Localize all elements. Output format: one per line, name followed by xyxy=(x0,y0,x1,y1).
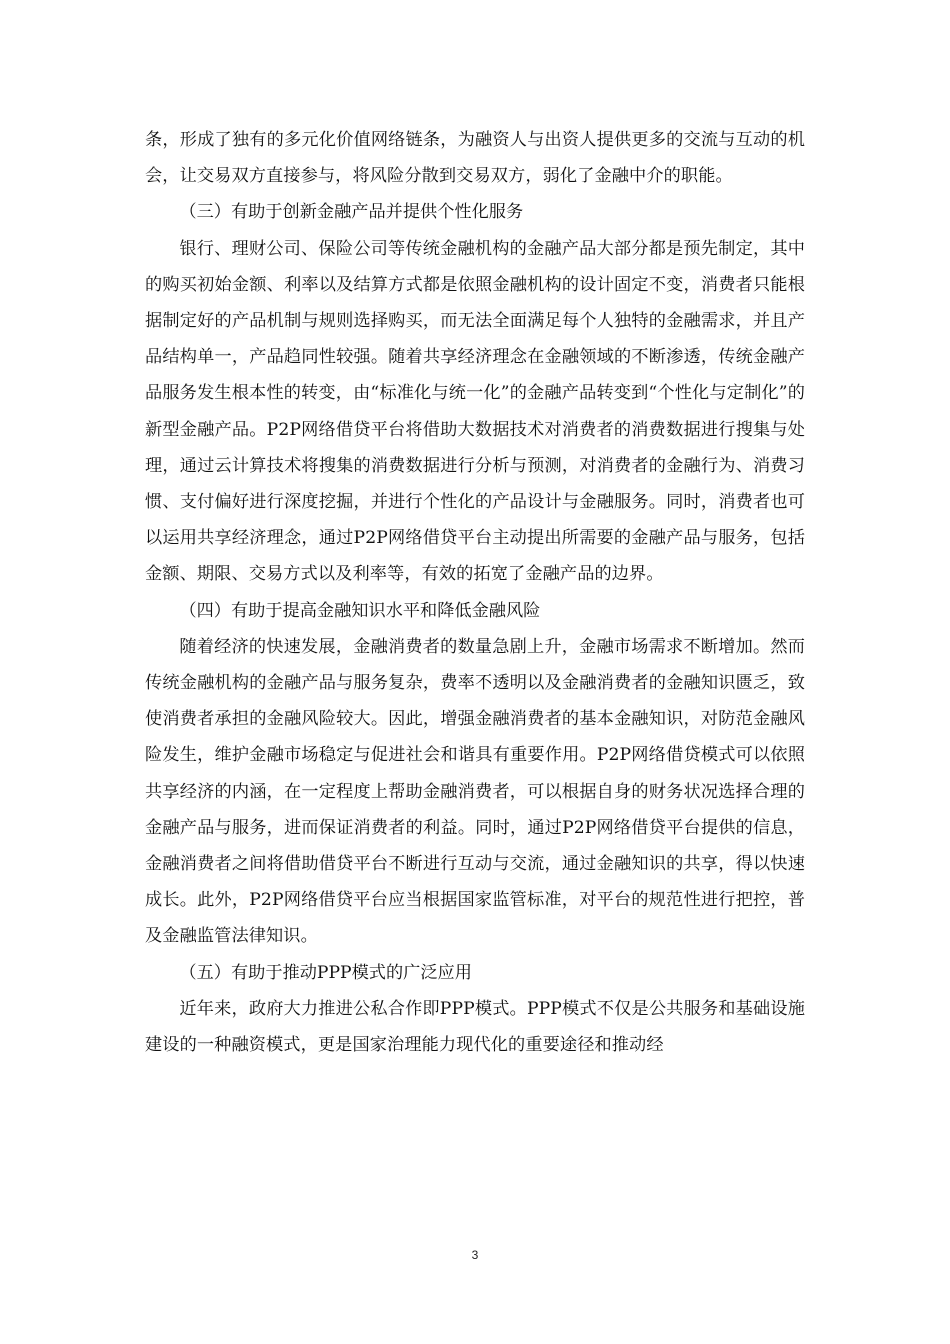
paragraph-financial-products: 银行、理财公司、保险公司等传统金融机构的金融产品大部分都是预先制定，其中的购买初始金额、利率以及结算方式都是依照金融机构的设计固定不变，消费者只能根据制定好的产品机制与规则选择购买，而无法全面满足每个人独特的金融需求，并且产品结构单一，产品趋同性较强。随着共享经济理念在金融领域的不断渗透，传统金融产品服务发生根本性的转变，由“标准化与统一化”的金融产品转变到“个性化与定制化”的新型金融产品。P2P网络借贷平台将借助大数据技术对消费者的消费数据进行搜集与处理，通过云计算技术将搜集的消费数据进行分析与预测，对消费者的金融行为、消费习惯、支付偏好进行深度挖掘，并进行个性化的产品设计与金融服务。同时，消费者也可以运用共享经济理念，通过P2P网络借贷平台主动提出所需要的金融产品与服务，包括金额、期限、交易方式以及利率等，有效的拓宽了金融产品的边界。 xyxy=(145,238,805,585)
paragraph-continuation: 条，形成了独有的多元化价值网络链条，为融资人与出资人提供更多的交流与互动的机会，让交易双方直接参与，将风险分散到交易双方，弱化了金融中介的职能。 xyxy=(145,130,805,187)
paragraph-financial-knowledge: 随着经济的快速发展，金融消费者的数量急剧上升，金融市场需求不断增加。然而传统金融机构的金融产品与服务复杂，费率不透明以及金融消费者的金融知识匮乏，致使消费者承担的金融风险较大。因此，增强金融消费者的基本金融知识，对防范金融风险发生，维护金融市场稳定与促进社会和谐具有重要作用。P2P网络借贷模式可以依照共享经济的内涵，在一定程度上帮助金融消费者，可以根据自身的财务状况选择合理的金融产品与服务，进而保证消费者的利益。同时，通过P2P网络借贷平台提供的信息，金融消费者之间将借助借贷平台不断进行互动与交流，通过金融知识的共享，得以快速成长。此外，P2P网络借贷平台应当根据国家监管标准，对平台的规范性进行把控，普及金融监管法律知识。 xyxy=(145,636,805,947)
section-heading-5: （五）有助于推动PPP模式的广泛应用 xyxy=(179,962,472,983)
section-heading-4: （四）有助于提高金融知识水平和降低金融风险 xyxy=(179,600,541,621)
section-heading-3: （三）有助于创新金融产品并提供个性化服务 xyxy=(179,202,524,223)
page-number: 3 xyxy=(471,1248,479,1262)
paragraph-ppp-model: 近年来，政府大力推进公私合作即PPP模式。PPP模式不仅是公共服务和基础设施建设的一种融资模式，更是国家治理能力现代化的重要途径和推动经 xyxy=(145,998,805,1056)
document-body xyxy=(145,122,805,1063)
